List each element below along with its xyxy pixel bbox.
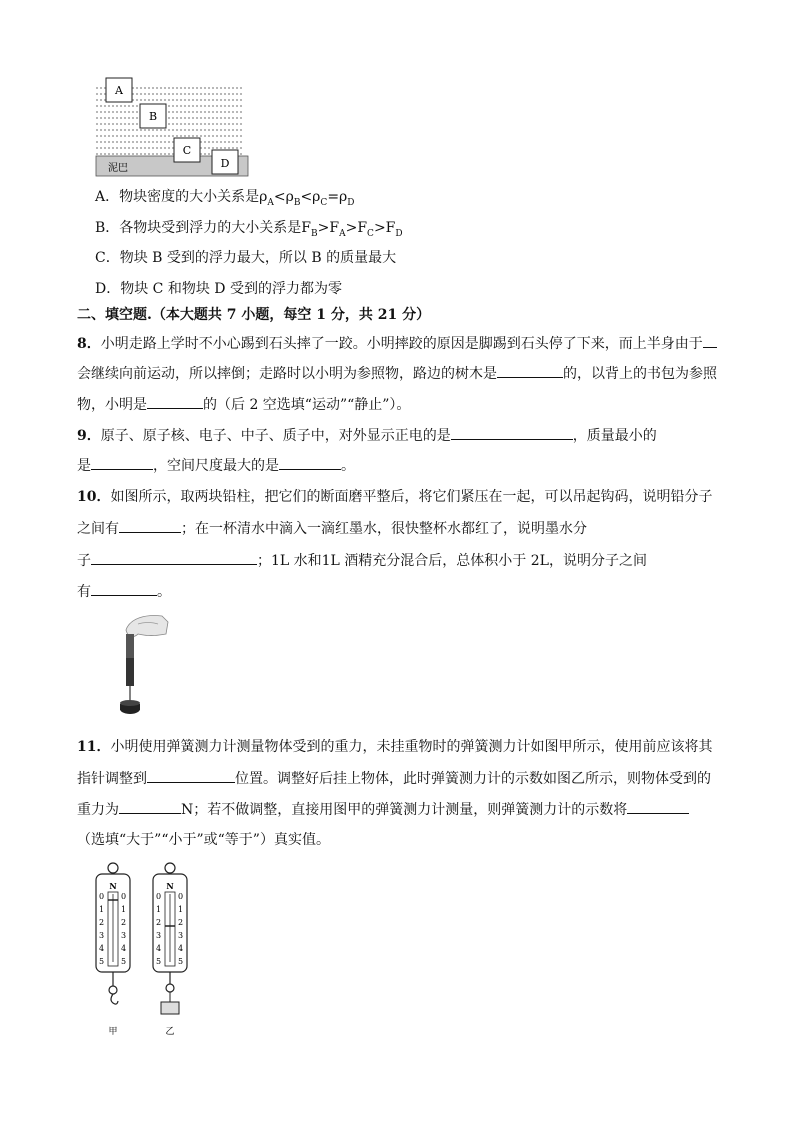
svg-text:5: 5 (121, 957, 127, 966)
q8-line2: 会继续向前运动，所以摔倒；走路时以小明为参照物，路边的树木是 的，以背上的书包为参照 (77, 363, 717, 384)
q10-line4: 有 。 (77, 581, 171, 602)
spring-scale-jia (96, 863, 130, 1004)
q10-blank-2[interactable] (91, 550, 257, 565)
hanging-weight (161, 1002, 179, 1014)
q8-line3: 物，小明是 的（后 2 空选填“运动”“静止”）。 (77, 394, 410, 415)
mud-label: 泥巴 (108, 163, 128, 174)
q10-line3: 子 ；1L 水和1L 酒精充分混合后，总体积小于 2L，说明分子之间 (77, 550, 647, 571)
q9-line1: 9．原子、原子核、电子、中子、质子中，对外显示正电的是 ，质量最小的 (77, 425, 657, 446)
spring-scale-yi (153, 863, 187, 1014)
scale-jia-tick-0: 0 (99, 892, 105, 901)
scale-yi-unit: N (166, 881, 174, 891)
scale-jia-tick-3: 3 (99, 931, 105, 940)
q11-blank-1[interactable] (147, 768, 235, 783)
scale-jia-unit: N (109, 881, 117, 891)
block-a-label: A (115, 84, 123, 97)
q8-blank-1[interactable] (703, 333, 717, 348)
q11-blank-2[interactable] (119, 799, 181, 814)
option-b: B．各物块受到浮力的大小关系是$F_B>F_A>F_C>F_D$ (95, 220, 403, 239)
option-c: C．物块 B 受到的浮力最大，所以 B 的质量最大 (95, 250, 397, 266)
q11-blank-3[interactable] (627, 799, 689, 814)
svg-text:4: 4 (121, 944, 127, 953)
block-d-label: D (220, 157, 230, 170)
q9-number: 9． (77, 428, 101, 444)
q10-line1: 10．如图所示，取两块铅柱，把它们的断面磨平整后，将它们紧压在一起，可以吊起钩码，说明铅分子 (77, 489, 713, 505)
svg-text:2: 2 (178, 918, 184, 927)
scale-yi-tick-5: 5 (156, 957, 162, 966)
scale-yi-tick-1: 1 (156, 905, 162, 914)
svg-text:3: 3 (121, 931, 127, 940)
block-b-label: B (148, 110, 158, 123)
q10-blank-3[interactable] (91, 581, 157, 596)
spring-scales-figure (88, 858, 208, 1038)
q10-number: 10． (77, 489, 111, 505)
svg-text:5: 5 (178, 957, 184, 966)
scale-jia-tick-1: 1 (99, 905, 105, 914)
scale-jia-tick-2: 2 (99, 918, 105, 927)
q8-blank-2[interactable] (497, 363, 563, 378)
scale-yi-tick-2: 2 (156, 918, 162, 927)
q9-blank-3[interactable] (279, 455, 341, 470)
q8-blank-3[interactable] (147, 394, 203, 409)
q9-blank-2[interactable] (91, 455, 153, 470)
scale-yi-tick-0: 0 (156, 892, 162, 901)
svg-text:1: 1 (121, 905, 127, 914)
caption-yi: 乙 (165, 1027, 175, 1037)
option-d: D．物块 C 和物块 D 受到的浮力都为零 (95, 281, 342, 297)
scale-yi-tick-4: 4 (156, 944, 162, 953)
scale-jia-tick-5: 5 (99, 957, 105, 966)
q10-line2: 之间有 ；在一杯清水中滴入一滴红墨水，很快整杯水都红了，说明墨水分 (77, 518, 587, 539)
q8-number: 8． (77, 336, 101, 352)
q11-number: 11． (77, 739, 111, 755)
scale-jia-tick-4: 4 (99, 944, 105, 953)
caption-jia: 甲 (108, 1027, 118, 1037)
svg-text:4: 4 (178, 944, 184, 953)
q11-line4: （选填“大于”“小于”或“等于”）真实值。 (77, 832, 330, 848)
q11-line3: 重力为 N；若不做调整，直接用图甲的弹簧测力计测量，则弹簧测力计的示数将 (77, 799, 689, 820)
q9-blank-1[interactable] (451, 425, 573, 440)
svg-text:1: 1 (178, 905, 184, 914)
lead-cylinder-top (126, 634, 134, 658)
svg-text:0: 0 (121, 892, 127, 901)
scale-yi-tick-3: 3 (156, 931, 162, 940)
blocks-in-liquid-figure (94, 74, 254, 180)
q9-line2: 是 ，空间尺度最大的是 。 (77, 455, 355, 476)
q11-line1: 11．小明使用弹簧测力计测量物体受到的重力，未挂重物时的弹簧测力计如图甲所示，使用前应该将其 (77, 739, 713, 755)
block-c-label: C (182, 144, 192, 157)
svg-text:0: 0 (178, 892, 184, 901)
svg-text:3: 3 (178, 931, 184, 940)
svg-text:2: 2 (121, 918, 127, 927)
q11-line2: 指针调整到 位置。调整好后挂上物体，此时弹簧测力计的示数如图乙所示，则物体受到的 (77, 768, 711, 789)
option-a: A．物块密度的大小关系是$\rho_A<\rho_B<\rho_C=\rho_D$ (95, 189, 355, 208)
q10-blank-1[interactable] (119, 518, 181, 533)
section-title: 二、填空题.（本大题共 7 小题，每空 1 分，共 21 分） (77, 307, 431, 323)
hand-shape (126, 616, 168, 637)
q8-line1: 8．小明走路上学时不小心踢到石头摔了一跤。小明摔跤的原因是脚踢到石头停了下来，而上半身由于 (77, 333, 717, 354)
lead-cylinder-bottom (126, 658, 134, 686)
lead-cylinder-figure (112, 612, 172, 722)
